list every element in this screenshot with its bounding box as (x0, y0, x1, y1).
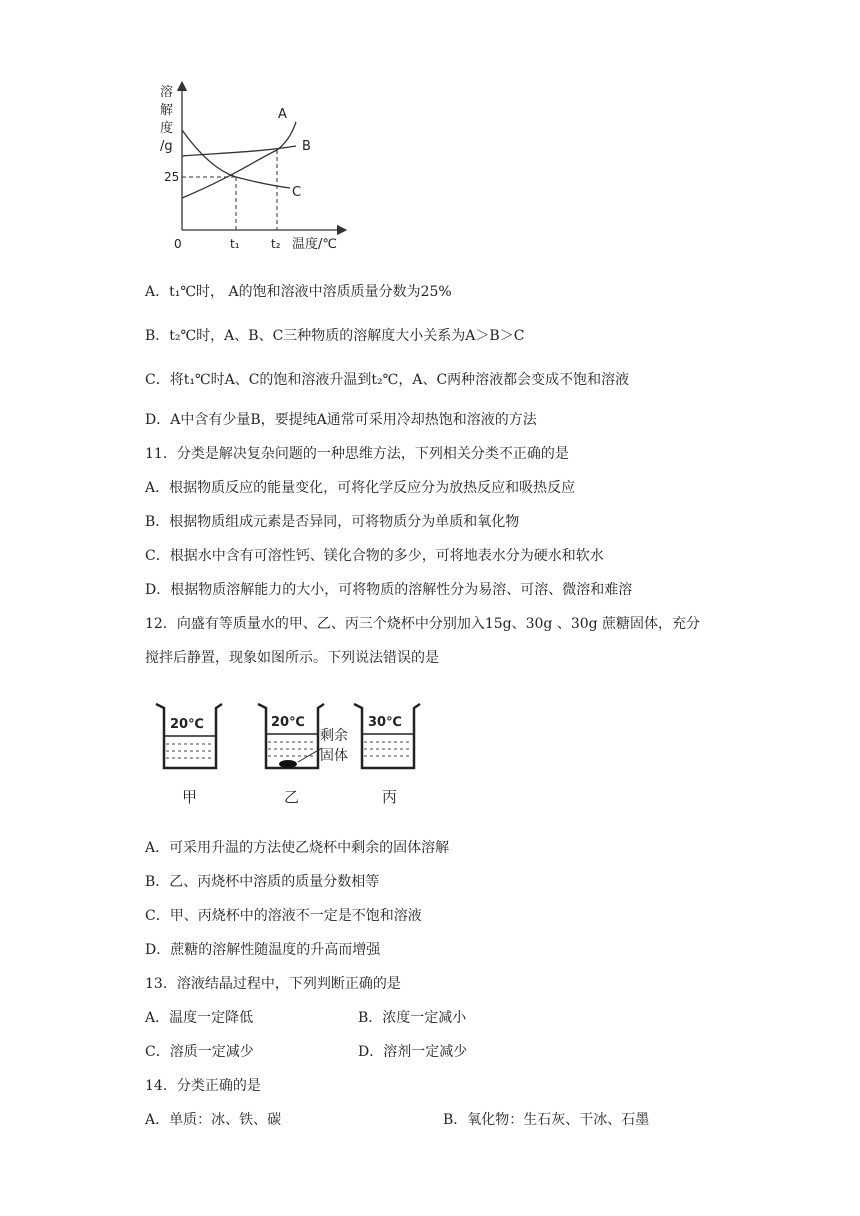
q12-option-d: D．蔗糖的溶解性随温度的升高而增强 (145, 942, 381, 958)
q10-option-b: B．t₂℃时，A、B、C三种物质的溶解度大小关系为A＞B＞C (145, 328, 525, 344)
ylabel-char: 度 (160, 121, 174, 136)
beaker-figure (150, 696, 430, 808)
beaker-name: 乙 (284, 788, 300, 806)
ylabel-char: 解 (160, 103, 174, 118)
q12-stem-line1: 12．向盛有等质量水的甲、乙、丙三个烧杯中分别加入15g、30g 、30g 蔗糖固体，充分 (145, 616, 701, 632)
q12-option-a: A．可采用升温的方法使乙烧杯中剩余的固体溶解 (145, 840, 450, 856)
q13-stem: 13．溶液结晶过程中，下列判断正确的是 (145, 976, 401, 992)
q12-option-b: B．乙、丙烧杯中溶质的质量分数相等 (145, 874, 380, 890)
beaker-temp: 20℃ (170, 717, 204, 732)
curve-b-label: B (302, 139, 311, 154)
q11-option-c: C．根据水中含有可溶性钙、镁化合物的多少，可将地表水分为硬水和软水 (145, 548, 604, 564)
q13-option-b: B．浓度一定减小 (358, 1010, 467, 1026)
beaker-yi (258, 704, 348, 806)
y-tick-25: 25 (164, 170, 180, 184)
q10-option-c: C．将t₁℃时A、C的饱和溶液升温到t₂℃，A、C两种溶液都会变成不饱和溶液 (145, 372, 630, 388)
beaker-jia (156, 704, 222, 806)
beaker-temp: 30℃ (368, 715, 402, 730)
ylabel-char: /g (160, 139, 173, 154)
q14-stem: 14．分类正确的是 (145, 1078, 261, 1094)
q10-option-a: A．t₁℃时， A的饱和溶液中溶质质量分数为25% (145, 284, 452, 300)
xlabel: 温度/℃ (292, 237, 337, 252)
q11-option-d: D．根据物质溶解能力的大小，可将物质的溶解性分为易溶、可溶、微溶和难溶 (145, 582, 633, 598)
q14-option-a: A．单质：冰、铁、碳 (145, 1112, 282, 1128)
q13-option-a: A．温度一定降低 (145, 1010, 254, 1026)
curve-a-label: A (278, 107, 287, 122)
curve-c-label: C (292, 185, 302, 200)
q14-option-b: B．氧化物：生石灰、干冰、石墨 (443, 1112, 650, 1128)
q11-stem: 11．分类是解决复杂问题的一种思维方法，下列相关分类不正确的是 (145, 446, 569, 462)
residue-solid (279, 760, 297, 768)
beaker-bing (354, 704, 420, 806)
ylabel-char: 溶 (160, 85, 174, 100)
origin-label: 0 (174, 237, 182, 251)
solubility-graph (150, 78, 350, 256)
x-tick-t2: t₂ (271, 237, 281, 251)
q10-option-d: D．A中含有少量B，要提纯A通常可采用冷却热饱和溶液的方法 (145, 412, 537, 428)
q12-option-c: C．甲、丙烧杯中的溶液不一定是不饱和溶液 (145, 908, 422, 924)
beaker-name: 丙 (382, 788, 398, 806)
q13-option-d: D．溶剂一定减少 (358, 1044, 468, 1060)
q12-stem-line2: 搅拌后静置，现象如图所示。下列说法错误的是 (145, 650, 439, 666)
residue-label: 剩余 (320, 728, 348, 744)
residue-label: 固体 (320, 748, 348, 764)
q11-option-a: A．根据物质反应的能量变化，可将化学反应分为放热反应和吸热反应 (145, 480, 576, 496)
q13-option-c: C．溶质一定减少 (145, 1044, 254, 1060)
beaker-name: 甲 (182, 788, 198, 806)
x-tick-t1: t₁ (230, 237, 240, 251)
q11-option-b: B．根据物质组成元素是否异同，可将物质分为单质和氧化物 (145, 514, 520, 530)
beaker-temp: 20℃ (271, 715, 305, 730)
